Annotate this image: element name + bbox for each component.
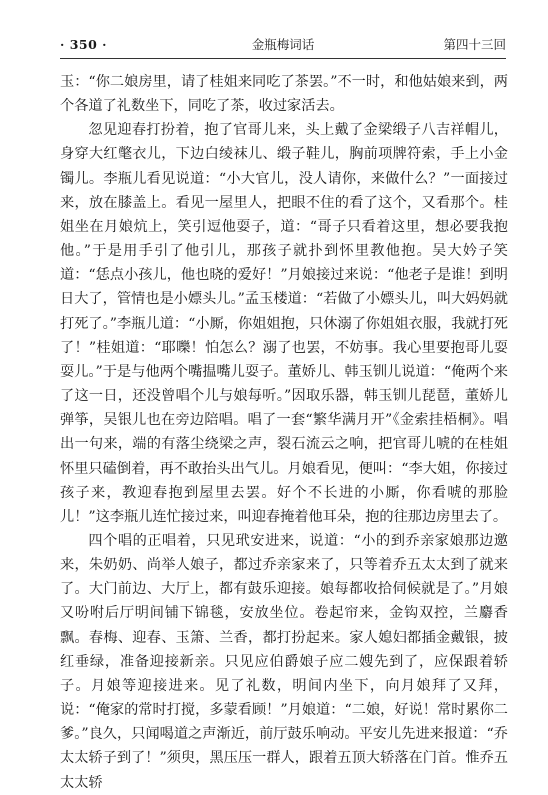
paragraph: 忽见迎春打扮着，抱了官哥儿来，头上戴了金梁缎子八吉祥帽儿，身穿大红氅衣儿，下边白绫袜儿、缎子鞋儿，胸前项牌符索，手上小金镯儿。李瓶儿看见说道：“小大官儿，没人请你，来做什么？”一面接过来，放在膝盖上。看见一屋里人，把眼不住的看了这个，又看那个。桂姐坐在月娘炕上，笑引逗他耍子，道：“哥子只看着这里，想必要我抱他。”于是用手引了他引儿，那孩子就扑到怀里教他抱。吴大妗子笑道：“恁点小孩儿，他也晓的爱好！”月娘接过来说：“他老子是谁！到明日大了，管情也是小嫖头儿。”孟玉楼道：“若做了小嫖头儿，叫大妈妈就打死了。”李瓶儿道：“小厮，你姐姐抱，只休溺了你姐姐衣服，我就打死了！”桂姐道：“耶嚛！怕怎么？溺了也罢，不妨事。我心里要抱哥儿耍耍儿。”于是与他两个嘴揾嘴儿耍子。董娇儿、韩玉钏儿说道：“俺两个来了这一日，还没曾唱个儿与娘每听。”因取乐器，韩玉钏儿琵琶，董娇儿弹筝，吴银儿也在旁边陪唱。唱了一套“繁华满月开”《金索挂梧桐》。唱出一句来，端的有落尘绕梁之声，裂石流云之响，把官哥儿唬的在桂姐怀里只磕倒着，再不敢抬头出气儿。月娘看见，便叫：“李大姐，你接过孩子来，教迎春抱到屋里去罢。好个不长进的小厮，你看唬的那脸儿！”这李瓶儿连忙接过来，叫迎春掩着他耳朵，抱的往那边房里去了。 [60, 122, 508, 525]
chapter-title: 第四十三回 [443, 37, 506, 52]
book-title: 金瓶梅词话 [251, 37, 315, 52]
paragraph: 四个唱的正唱着，只见玳安进来，说道：“小的到乔亲家娘那边邀来，朱奶奶、尚举人娘子，都过乔亲家来了，只等着乔五太太到了就来了。大门前边、大厅上，都有鼓乐迎接。娘每都收拾伺候就是了。”月娘又吩咐后厅明间铺下锦毯，安放坐位。卷起帘来，金钩双控，兰麝香飘。春梅、迎春、玉箫、兰香，都打扮起来。家人媳妇都插金戴银，披红垂绿，准备迎接新亲。只见应伯爵娘子应二嫂先到了，应保跟着轿子。月娘等迎接进来。见了礼数，明间内坐下，向月娘拜了又拜，说：“俺家的常时打搅，多蒙看顾！”月娘道：“二娘，好说！常时累你二爹。”良久，只闻喝道之声渐近，前厅鼓乐响动。平安儿先进来报道：“乔太太轿子到了！”须臾，黑压压一群人，跟着五顶大轿落在门首。惟乔五太太轿 [60, 532, 508, 791]
paragraph: 玉：“你二娘房里，请了桂姐来同吃了茶罢。”不一时，和他姑娘来到，两个各道了礼数坐下，同吃了茶，收过家活去。 [60, 74, 508, 115]
header-rule [60, 58, 506, 59]
body-text [60, 70, 508, 795]
page-number: · 350 · [60, 37, 107, 52]
running-head [60, 36, 506, 54]
